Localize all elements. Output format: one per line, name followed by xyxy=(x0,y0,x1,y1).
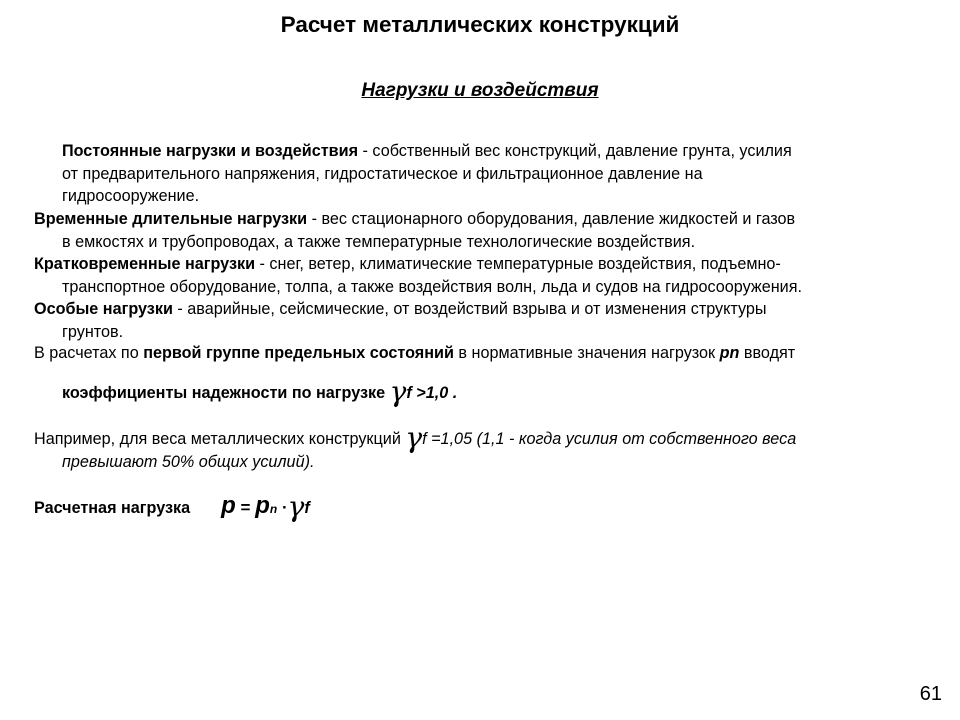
symbol-p: p xyxy=(221,492,236,519)
text-line: в емкостях и трубопроводах, а также температурные технологические воздействия. xyxy=(62,232,696,251)
text: вводят xyxy=(739,344,796,362)
subscript-f: f xyxy=(406,384,412,402)
slide-title: Расчет металлических конструкций xyxy=(280,12,680,37)
term-first-group: первой группе предельных состояний xyxy=(143,344,454,362)
subscript-f: f xyxy=(304,499,310,517)
text: - аварийные, сейсмические, от воздействий взрыва и от изменения структуры xyxy=(172,300,767,318)
equals-sign: = xyxy=(235,498,256,517)
term-permanent: Постоянные нагрузки и воздействия xyxy=(62,142,359,160)
text: - снег, ветер, климатические температурные воздействия, подъемно- xyxy=(255,255,781,273)
text: =1,05 (1,1 - когда усилия от собственного веса xyxy=(426,430,797,448)
text-line: превышают 50% общих усилий). xyxy=(62,452,315,471)
text-line: транспортное оборудование, толпа, а также воздействия волн, льда и судов на гидросооружения. xyxy=(62,277,802,296)
text: в нормативные значения нагрузок xyxy=(453,344,720,362)
term-special: Особые нагрузки xyxy=(34,300,173,318)
paragraph-design-load xyxy=(34,490,919,523)
text-line: гидросооружение. xyxy=(62,187,200,205)
paragraph-long-term-loads xyxy=(34,208,919,253)
term-long-term: Временные длительные нагрузки xyxy=(34,210,308,228)
gamma-symbol: γ xyxy=(287,490,305,523)
text: В расчетах по xyxy=(34,344,144,362)
design-load-label: Расчетная нагрузка xyxy=(34,499,191,517)
text-line: от предварительного напряжения, гидростатическое и фильтрационное давление на xyxy=(62,164,703,183)
page-number: 61 xyxy=(919,683,942,705)
text-line: грунтов. xyxy=(62,322,124,341)
paragraph-short-term-loads xyxy=(34,253,919,298)
term-short-term: Кратковременные нагрузки xyxy=(34,255,256,273)
symbol-pn: pn xyxy=(719,344,740,362)
symbol-pn-p: p xyxy=(255,492,270,519)
gamma-symbol: γ xyxy=(389,375,407,408)
subscript-f: f xyxy=(422,430,427,448)
text: Например, для веса металлических конструкций xyxy=(34,430,406,448)
gamma-symbol: γ xyxy=(405,421,423,454)
dot-operator: · xyxy=(277,498,288,517)
slide-subtitle: Нагрузки и воздействия xyxy=(361,80,599,101)
subscript-n: n xyxy=(269,502,278,516)
text: >1,0 . xyxy=(411,384,458,402)
paragraph-reliability-coefficients xyxy=(62,375,947,408)
paragraph-special-loads xyxy=(34,298,919,343)
text: - вес стационарного оборудования, давление жидкостей и газов xyxy=(307,210,796,228)
paragraph-limit-states xyxy=(34,342,919,365)
text: коэффициенты надежности по нагрузке xyxy=(62,384,390,402)
paragraph-example xyxy=(34,421,919,473)
text: - собственный вес конструкций, давление грунта, усилия xyxy=(358,142,792,160)
paragraph-permanent-loads xyxy=(34,140,919,208)
